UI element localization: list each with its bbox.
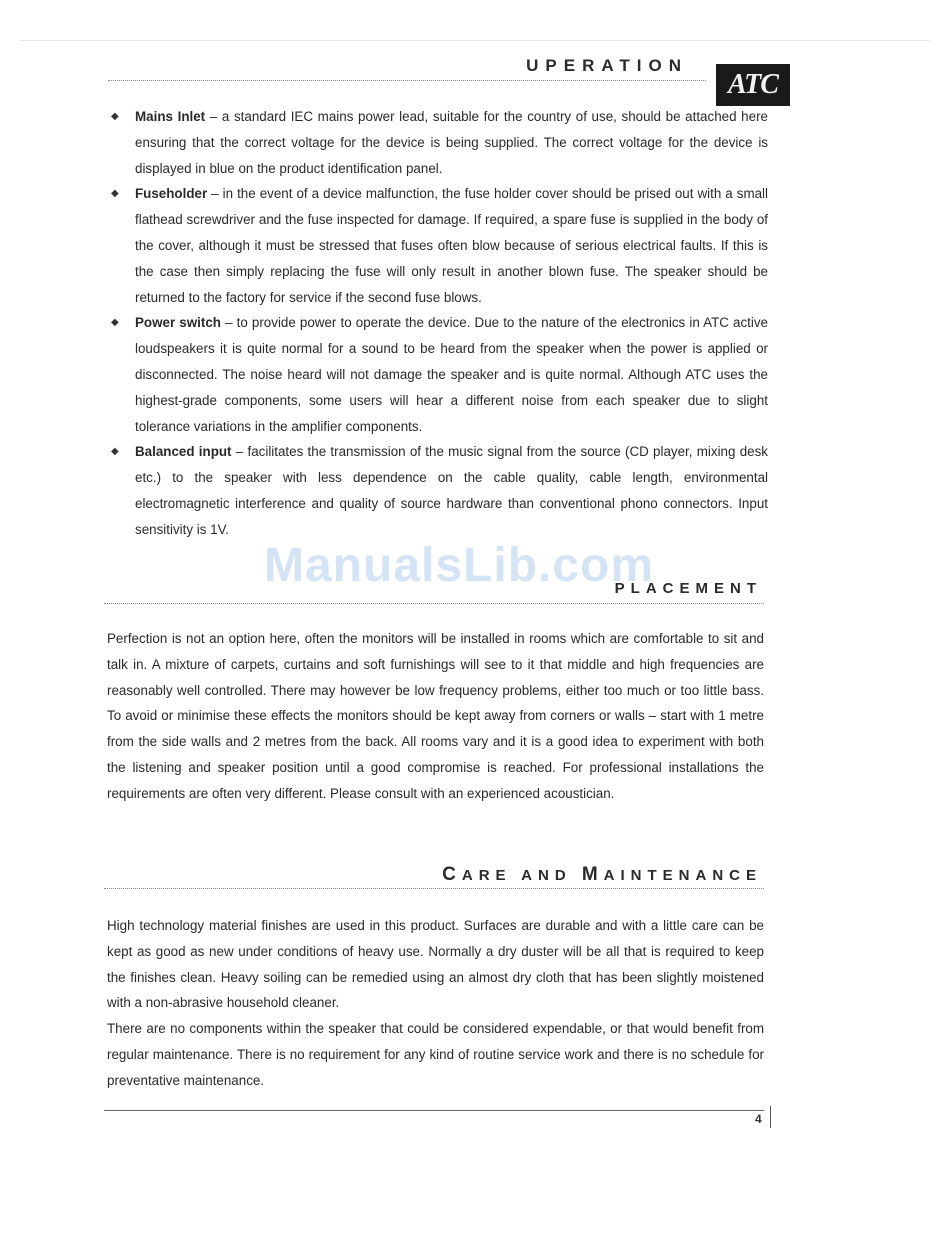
diamond-bullet-icon: ◆ (111, 317, 119, 329)
page-number-bar (770, 1106, 771, 1128)
item-text: – to provide power to operate the device. Due to the nature of the electronics in ATC active loudspeakers it is quite normal for a sound to be heard from the speaker when the power is applied or disconnected. The noise heard will not damage the speaker and is quite normal. Although ATC uses the highest-grade components, some users will hear a different noise from each speaker due to slight tolerance variations in the amplifier components. (135, 315, 769, 434)
care-heading: CARE AND MAINTENANCE (442, 864, 762, 885)
care-rule (104, 888, 764, 889)
placement-heading: PLACEMENT (614, 580, 762, 597)
diamond-bullet-icon: ◆ (111, 111, 119, 122)
diamond-bullet-icon: ◆ (111, 188, 119, 200)
watermark: ManualsLib.com (264, 539, 655, 592)
item-term: Mains Inlet (135, 109, 206, 124)
item-text: – a standard IEC mains power lead, suitable for the country of use, should be attached here ensuring that the correct voltage for the device is being supplied. The correct voltage for the device is displayed in blue on the product identification panel. (135, 109, 768, 176)
diamond-bullet-icon: ◆ (111, 446, 119, 458)
item-term: Balanced input (135, 444, 232, 460)
care-paragraph-1: High technology material finishes are used in this product. Surfaces are durable and with a little care can be kept as good as new under conditions of heavy use. Normally a dry duster will be all that is required to keep the finishes clean. Heavy soiling can be remedied using an almost dry cloth that has been slightly moistened with a non-abrasive household cleaner. (107, 918, 764, 1011)
operation-list (108, 104, 768, 543)
atc-logo: ATC (716, 64, 790, 106)
list-item (108, 310, 768, 439)
item-term: Power switch (135, 315, 221, 331)
list-item (108, 104, 768, 181)
care-paragraph-2: There are no components within the speaker that could be considered expendable, or that would benefit from regular maintenance. There is no requirement for any kind of routine service work and there is no schedule for preventative maintenance. (107, 1021, 764, 1088)
placement-paragraph: Perfection is not an option here, often the monitors will be installed in rooms which are comfortable to sit and talk in. A mixture of carpets, curtains and soft furnishings will see to it that middle and high frequencies are reasonably well controlled. There may however be low frequency problems, either too much or too little bass. To avoid or minimise these effects the monitors should be kept away from corners or walls – start with 1 metre from the side walls and 2 metres from the back. All rooms vary and it is a good idea to experiment with both the listening and speaker position until a good compromise is reached. For professional installations the requirements are often very different. Please consult with an experienced acoustician. (107, 631, 764, 801)
item-term: Fuseholder (135, 186, 208, 202)
list-item (108, 181, 768, 310)
page-number: 4 (755, 1112, 762, 1126)
list-item (108, 439, 768, 542)
operation-rule (108, 80, 706, 81)
top-border (20, 40, 930, 41)
item-text: – facilitates the transmission of the music signal from the source (CD player, mixing desk etc.) to the speaker with less dependence on the cable quality, cable length, environmental electromagnetic interference and quality of source hardware than conventional phono connectors. Input sensitivity is 1V. (135, 444, 768, 537)
placement-rule (104, 603, 764, 604)
footer-rule (104, 1110, 764, 1111)
item-text: – in the event of a device malfunction, the fuse holder cover should be prised out with a small flathead screwdriver and the fuse inspected for damage. If required, a spare fuse is supplied in the body of the cover, although it must be stressed that fuses often blow because of serious electrical faults. If this is the case then simply replacing the fuse will only result in another blown fuse. The speaker should be returned to the factory for service if the second fuse blows. (135, 186, 768, 305)
operation-heading: UPERATION (526, 56, 688, 75)
